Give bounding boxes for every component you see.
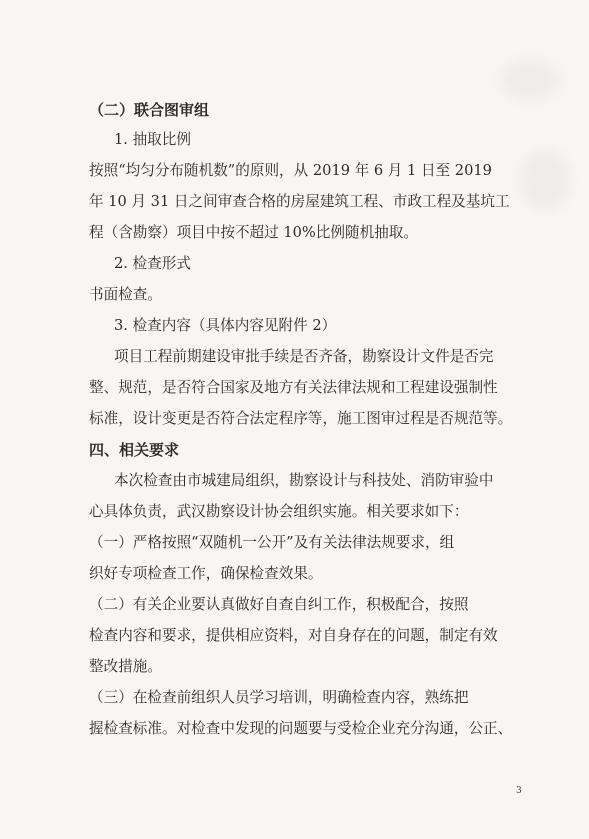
paragraph-line: 项目工程前期建设审批手续是否齐备，勘察设计文件是否完 [114, 348, 494, 365]
paragraph-line: 握检查标准。对检查中发现的问题要与受检企业充分沟通，公正、 [89, 720, 513, 737]
scan-smudge [520, 150, 570, 210]
paragraph-line: 书面检查。 [89, 286, 162, 303]
paragraph-line: （二）有关企业要认真做好自查自纠工作，积极配合，按照 [89, 596, 469, 613]
section-heading-requirements: 四、相关要求 [89, 441, 180, 459]
subheading-sampling-ratio: 1. 抽取比例 [114, 131, 191, 148]
paragraph-line: 按照“均匀分布随机数”的原则，从 2019 年 6 月 1 日至 2019 [89, 162, 492, 179]
section-heading-joint-review: （二）联合图审组 [89, 101, 210, 119]
paragraph-line: 检查内容和要求，提供相应资料，对自身存在的问题，制定有效 [89, 627, 498, 644]
paragraph-line: 织好专项检查工作，确保检查效果。 [89, 565, 323, 582]
subheading-check-form: 2. 检查形式 [114, 255, 191, 272]
paragraph-line: 心具体负责，武汉勘察设计协会组织实施。相关要求如下： [89, 503, 469, 520]
page-number: 3 [516, 786, 522, 796]
paragraph-line: 年 10 月 31 日之间审查合格的房屋建筑工程、市政工程及基坑工 [89, 193, 510, 210]
paragraph-line: （一）严格按照“双随机一公开”及有关法律法规要求，组 [89, 534, 455, 551]
paragraph-line: 标准，设计变更是否符合法定程序等，施工图审过程是否规范等。 [89, 410, 513, 427]
paragraph-line: 整、规范，是否符合国家及地方有关法律法规和工程建设强制性 [89, 379, 498, 396]
paragraph-line: 整改措施。 [89, 658, 162, 675]
scan-smudge [500, 60, 560, 100]
paragraph-line: 程（含勘察）项目中按不超过 10%比例随机抽取。 [89, 224, 418, 241]
paragraph-line: 本次检查由市城建局组织，勘察设计与科技处、消防审验中 [114, 472, 494, 489]
paragraph-line: （三）在检查前组织人员学习培训，明确检查内容，熟练把 [89, 689, 469, 706]
subheading-check-content: 3. 检查内容（具体内容见附件 2） [114, 317, 337, 334]
